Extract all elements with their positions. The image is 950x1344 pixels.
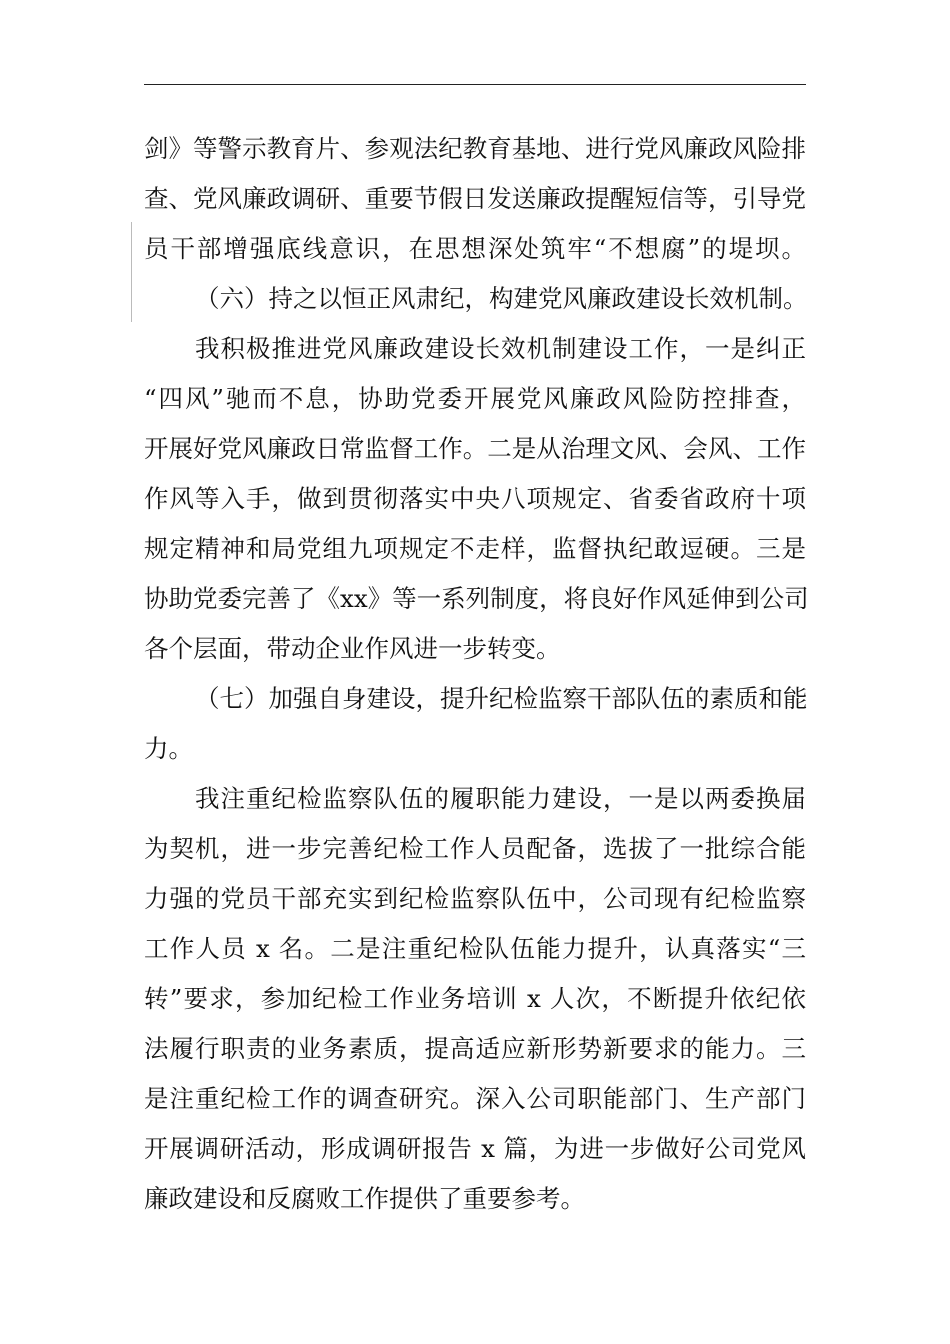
text-line: 我积极推进党风廉政建设长效机制建设工作，一是纠正 — [195, 334, 806, 363]
margin-mark — [131, 222, 132, 322]
text-line: 员干部增强底线意识，在思想深处筑牢“不想腐”的堤坝。 — [144, 234, 806, 263]
section-heading-6: （六）持之以恒正风肃纪，构建党风廉政建设长效机制。 — [195, 284, 808, 313]
text-line: 作风等入手，做到贯彻落实中央八项规定、省委省政府十项 — [144, 484, 806, 513]
text-line: 剑》等警示教育片、参观法纪教育基地、进行党风廉政风险排 — [144, 134, 806, 163]
text-line: 规定精神和局党组九项规定不走样，监督执纪敢逗硬。三是 — [144, 534, 806, 563]
text-line: 力强的党员干部充实到纪检监察队伍中，公司现有纪检监察 — [144, 884, 806, 913]
text-line: 各个层面，带动企业作风进一步转变。 — [144, 634, 561, 663]
text-line: 为契机，进一步完善纪检工作人员配备，选拔了一批综合能 — [144, 834, 806, 863]
text-line: “四风”驰而不息，协助党委开展党风廉政风险防控排查， — [144, 384, 806, 413]
text-line: 开展好党风廉政日常监督工作。二是从治理文风、会风、工作 — [144, 434, 806, 463]
text-line: 是注重纪检工作的调查研究。深入公司职能部门、生产部门 — [144, 1084, 806, 1113]
text-line: 查、党风廉政调研、重要节假日发送廉政提醒短信等，引导党 — [144, 184, 806, 213]
text-line: 工作人员 x 名。二是注重纪检队伍能力提升，认真落实“三 — [144, 934, 806, 963]
document-body — [144, 124, 809, 1224]
section-heading-7: （七）加强自身建设，提升纪检监察干部队伍的素质和能 — [195, 684, 808, 713]
text-line: 转”要求，参加纪检工作业务培训 x 人次，不断提升依纪依 — [144, 984, 806, 1013]
text-line: 廉政建设和反腐败工作提供了重要参考。 — [144, 1184, 585, 1213]
text-line: 开展调研活动，形成调研报告 x 篇，为进一步做好公司党风 — [144, 1134, 806, 1163]
text-line: 法履行职责的业务素质，提高适应新形势新要求的能力。三 — [144, 1034, 806, 1063]
text-line: 我注重纪检监察队伍的履职能力建设，一是以两委换届 — [195, 784, 806, 813]
text-line: 协助党委完善了《xx》等一系列制度，将良好作风延伸到公司 — [144, 584, 809, 613]
text-line: 力。 — [144, 734, 193, 763]
header-rule — [144, 84, 806, 85]
